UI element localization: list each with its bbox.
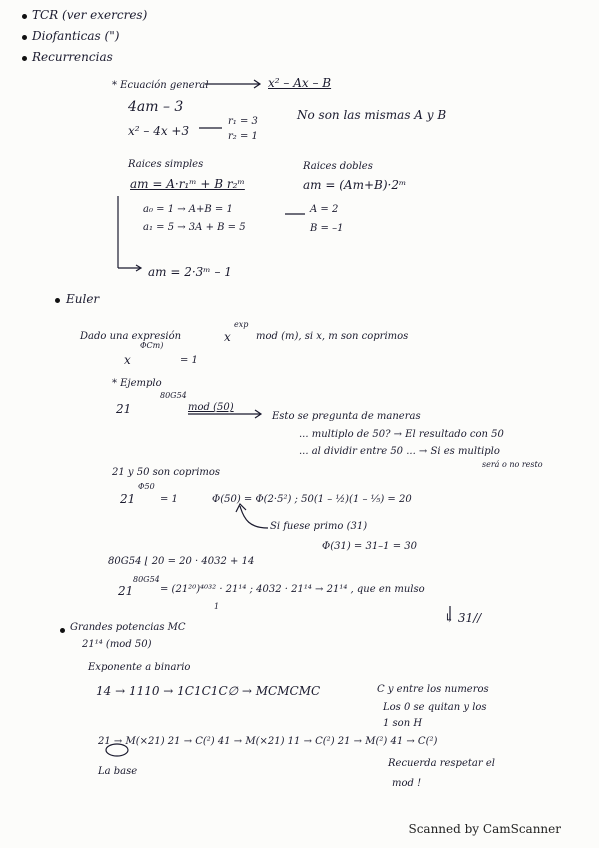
example-label: * Ejemplo <box>112 378 162 389</box>
eq-general-label: * Ecuación general <box>112 80 209 91</box>
question-ways: Esto se pregunta de maneras <box>272 411 421 422</box>
prime-note: Si fuese primo (31) <box>270 521 368 532</box>
phi31: Φ(31) = 31–1 = 30 <box>322 541 418 552</box>
euler-mod-text: mod (m), si x, m son coprimos <box>256 331 409 342</box>
simple-roots-formula: am = A·r₁ᵐ + B r₂ᵐ <box>130 177 245 191</box>
coprime-note: 21 y 50 son coprimos <box>112 467 221 478</box>
recurrence-result: am = 2·3ᵐ – 1 <box>148 265 232 279</box>
curved-arrow <box>240 506 268 528</box>
simple-roots-title: Raices simples <box>128 159 204 170</box>
power-mod-expr: 21¹⁴ (mod 50) <box>82 639 152 650</box>
phi-calculation: Φ(50) = Φ(2·5²) ; 50(1 – ½)(1 – ⅕) = 20 <box>212 494 412 505</box>
double-roots-title: Raices dobles <box>303 161 373 172</box>
example-exponent: 80G54 <box>160 391 187 400</box>
binary-row: 14 → 1110 → 1C1C1C∅ → MCMCMC <box>96 684 321 698</box>
question-divide: ... al dividir entre 50 ... → Si es multiplo <box>299 446 500 457</box>
example-base-21: 21 <box>116 402 132 416</box>
explain-line3: 1 son H <box>383 718 423 729</box>
scanner-footer: Scanned by CamScanner <box>408 822 561 836</box>
bullet-recurrencias: Recurrencias <box>32 50 113 64</box>
explain-line2: Los 0 se quitan y los <box>383 702 487 713</box>
euler-final-result: ↳ 31// <box>444 611 482 625</box>
power-line-base: 21 <box>118 584 134 598</box>
system-eq2: a₁ = 5 → 3A + B = 5 <box>143 222 246 233</box>
bullet-diofanticas: Diofanticas (") <box>32 29 120 43</box>
explain-line1: C y entre los numeros <box>377 684 489 695</box>
root-r2: r₂ = 1 <box>228 131 258 142</box>
euler-x: x <box>224 330 231 344</box>
euler-x-base: x <box>124 353 131 367</box>
circled-base <box>106 744 128 756</box>
euler-equals-one: = 1 <box>180 355 198 366</box>
division-line: 80G54 ⌊ 20 = 20 · 4032 + 14 <box>108 556 255 567</box>
remember-line2: mod ! <box>392 778 422 789</box>
la-base-label: La base <box>98 766 138 777</box>
mod-chain: 21 → M(×21) 21 → C(²) 41 → M(×21) 11 → C(²) 21 → M(²) 41 → C(²) <box>98 736 438 747</box>
binary-title: Exponente a binario <box>88 662 191 673</box>
eq-general-x: x² – Ax – B <box>268 76 332 90</box>
euler-exp: exp <box>234 320 249 329</box>
bullet-grandes-potencias: Grandes potencias MC <box>70 622 186 633</box>
question-multiple: ... multiplo de 50? → El resultado con 50 <box>299 429 504 440</box>
solution-b: B = –1 <box>310 223 344 234</box>
root-r1: r₁ = 3 <box>228 116 258 127</box>
bullet-euler: Euler <box>66 292 100 306</box>
characteristic-poly: x² – 4x +3 <box>128 124 190 138</box>
power-line-exp: 80G54 <box>133 575 160 584</box>
example-mod-50: mod (50) <box>188 402 234 413</box>
question-remainder: será o no resto <box>482 460 543 469</box>
solution-a: A = 2 <box>310 204 339 215</box>
euler-phi-exp: ΦCm) <box>140 341 164 350</box>
power-one: 1 <box>214 602 220 611</box>
system-eq1: a₀ = 1 → A+B = 1 <box>143 204 233 215</box>
note-not-same: No son las mismas A y B <box>297 108 447 122</box>
phi50-equals: = 1 <box>160 494 178 505</box>
recurrence-4am: 4am – 3 <box>128 99 184 115</box>
power-line-rest: = (21²⁰)⁴⁰³² · 21¹⁴ ; 4032 · 21¹⁴ → 21¹⁴ , que en mulso <box>160 584 425 595</box>
phi50-base: 21 <box>120 492 136 506</box>
remember-line1: Recuerda respetar el <box>388 758 495 769</box>
phi50-exp: Φ50 <box>138 482 155 491</box>
bullet-tcr: TCR (ver exercres) <box>32 8 148 22</box>
euler-given: Dado una expresión <box>80 331 182 342</box>
double-roots-formula: am = (Am+B)·2ᵐ <box>303 178 407 192</box>
